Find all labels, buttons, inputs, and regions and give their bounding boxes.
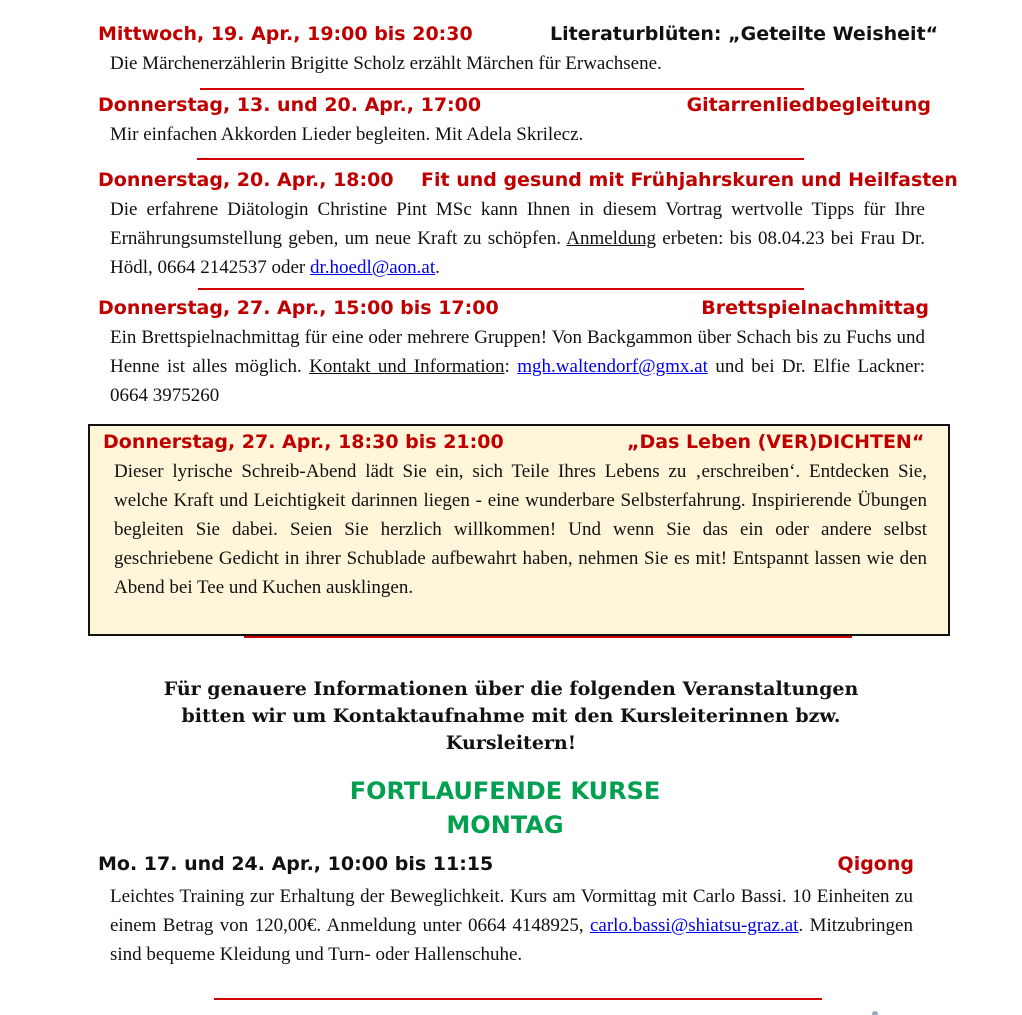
divider — [244, 636, 852, 638]
contact-label: Kontakt und Information — [309, 356, 505, 377]
section-heading: FORTLAUFENDE KURSE — [349, 777, 661, 805]
description-text: . Mitzubringen sind bequeme Kleidung und Turn- oder Hallenschuhe. — [110, 915, 913, 965]
info-text — [90, 676, 932, 757]
description-text: Leichtes Training zur Erhaltung der Beweglichkeit. Kurs am Vormittag mit Carlo Bassi. 10 Einheiten zu einem Betrag von 120,00€. Anmeldung unter 0664 4148925, — [110, 886, 913, 936]
event-date: Donnerstag, 13. und 20. Apr., 17:00 — [98, 94, 482, 116]
info-line: Für genauere Informationen über die folgenden Veranstaltungen — [163, 678, 859, 700]
event-date: Donnerstag, 27. Apr., 18:30 bis 21:00 — [103, 431, 504, 453]
event-title: „Das Leben (VER)DICHTEN“ — [627, 431, 925, 453]
info-line: Kursleitern! — [445, 732, 577, 754]
event-description: Mir einfachen Akkorden Lieder begleiten. Mit Adela Skrilecz. — [110, 124, 584, 145]
event-date: Mittwoch, 19. Apr., 19:00 bis 20:30 — [98, 23, 473, 45]
course-description — [110, 882, 913, 969]
event-description: Die Märchenerzählerin Brigitte Scholz erzählt Märchen für Erwachsene. — [110, 53, 662, 74]
divider — [198, 288, 804, 290]
event-date: Donnerstag, 20. Apr., 18:00 — [98, 169, 394, 191]
email-link[interactable]: dr.hoedl@aon.at — [310, 257, 436, 278]
event-description: Dieser lyrische Schreib-Abend lädt Sie ein, sich Teile Ihres Lebens zu ‚erschreiben‘. Entdecken Sie, welche Kraft und Leichtigkeit darinnen liegen - eine wunderbare Selbsterfahrung. Inspirierende Übungen begleiten Sie dabei. Seien Sie herzlich willkommen! Und wenn Sie das ein oder andere selbst geschriebene Gedicht in ihrer Schublade aufbewahrt haben, nehmen Sie es mit! Entspannt lassen wie den Abend bei Tee und Kuchen ausklingen. — [114, 461, 927, 598]
description-text: Ein Brettspielnachmittag für eine oder mehrere Gruppen! Von Backgammon über Schach bis zu Fuchs und Henne ist alles möglich. — [110, 327, 925, 377]
event-title: Brettspielnachmittag — [701, 297, 929, 319]
info-line: bitten wir um Kontaktaufnahme mit den Kursleiterinnen bzw. — [181, 705, 841, 727]
course-title: Qigong — [837, 853, 914, 875]
event-title-text: Literaturblüten: „Geteilte Weisheit“ — [550, 23, 939, 45]
description-text: erbeten: bis 08.04.23 bei Frau Dr. Hödl, 0664 2142537 oder — [110, 228, 925, 278]
event-title — [550, 22, 938, 46]
divider — [197, 158, 804, 160]
description-text: und bei Dr. Elfie Lackner: 0664 3975260 — [110, 356, 926, 406]
description-text: Die erfahrene Diätologin Christine Pint MSc kann Ihnen in diesem Vortrag wertvolle Tipps für Ihre Ernährungsumstellung geben, um neue Kraft zu schöpfen. — [110, 199, 925, 249]
registration-label: Anmeldung — [566, 228, 656, 249]
divider — [214, 998, 822, 1000]
punctuation: . — [435, 257, 440, 278]
email-link[interactable]: mgh.waltendorf@gmx.at — [517, 356, 708, 377]
event-date: Donnerstag, 27. Apr., 15:00 bis 17:00 — [98, 297, 499, 319]
event-description — [110, 195, 925, 282]
event-title: Fit und gesund mit Frühjahrskuren und Heilfasten — [421, 169, 958, 191]
email-link[interactable]: carlo.bassi@shiatsu-graz.at — [589, 915, 799, 936]
divider — [200, 88, 804, 90]
partial-dot — [872, 1011, 878, 1015]
event-title: Gitarrenliedbegleitung — [686, 94, 931, 116]
section-subheading: MONTAG — [446, 811, 564, 839]
event-description — [110, 323, 925, 410]
course-date: Mo. 17. und 24. Apr., 10:00 bis 11:15 — [98, 853, 494, 875]
punctuation: : — [504, 356, 510, 377]
